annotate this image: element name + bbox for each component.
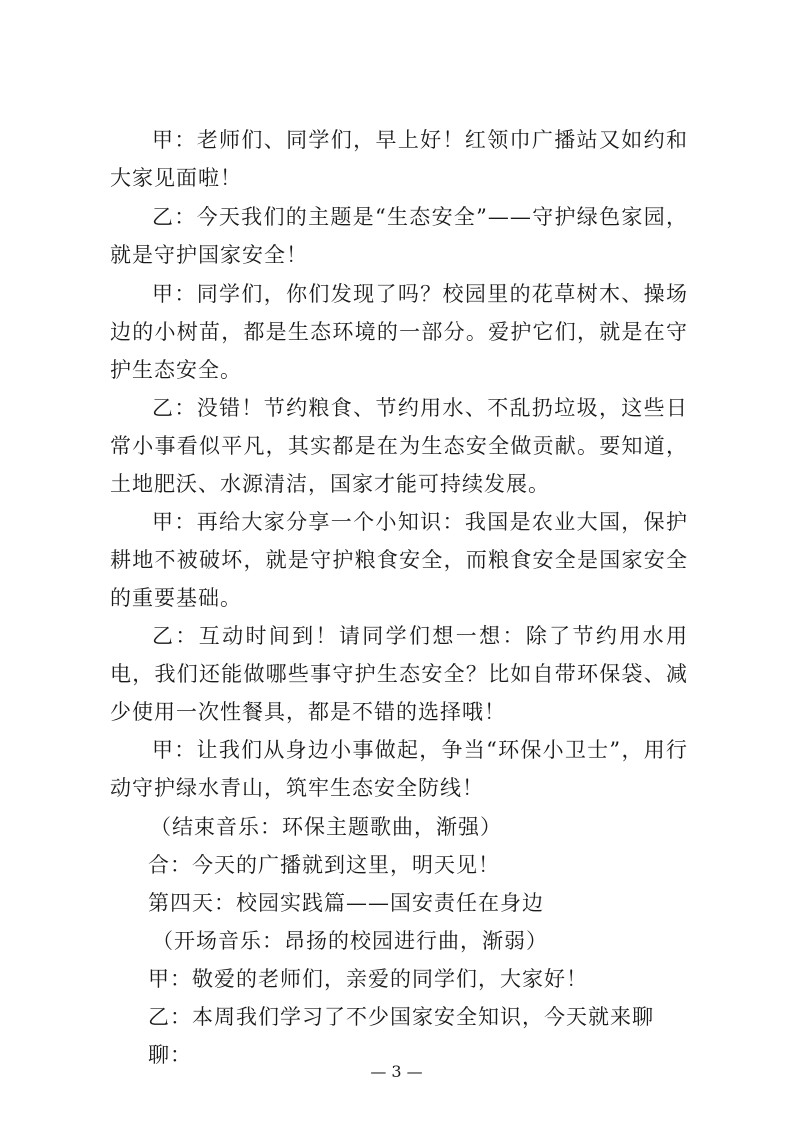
dialogue-paragraph: 乙：互动时间到！请同学们想一想：除了节约用水用电，我们还能做哪些事守护生态安全？比如自带环保袋、减少使用一次性餐具，都是不错的选择哦！ [110,624,688,724]
dialogue-paragraph: 甲：让我们从身边小事做起，争当“环保小卫士”，用行动守护绿水青山，筑牢生态安全防线！ [110,738,688,800]
dialogue-paragraph: 甲：同学们，你们发现了吗？校园里的花草树木、操场边的小树苗，都是生态环境的一部分。爱护它们，就是在守护生态安全。 [110,282,688,382]
dialogue-paragraph: 甲：再给大家分享一个小知识：我国是农业大国，保护耕地不被破坏，就是守护粮食安全，而粮食安全是国家安全的重要基础。 [110,510,688,610]
dialogue-paragraph: 合：今天的广播就到这里，明天见！ [148,853,500,877]
dialogue-paragraph: 乙：本周我们学习了不少国家安全知识，今天就来聊聊： [148,1005,654,1067]
section-heading: 第四天：校园实践篇——国安责任在身边 [148,891,544,915]
stage-direction: （结束音乐：环保主题歌曲，渐强） [150,815,502,839]
dialogue-paragraph: 甲：敬爱的老师们，亲爱的同学们，大家好！ [148,967,588,991]
dialogue-paragraph: 甲：老师们、同学们，早上好！红领巾广播站又如约和大家见面啦！ [110,128,688,190]
stage-direction: （开场音乐：昂扬的校园进行曲，渐弱） [152,929,548,953]
page-number: — 3 — [370,1062,423,1081]
dialogue-paragraph: 乙：没错！节约粮食、节约用水、不乱扔垃圾，这些日常小事看似平凡，其实都是在为生态安全做贡献。要知道，土地肥沃、水源清洁，国家才能可持续发展。 [110,396,688,496]
dialogue-paragraph: 乙：今天我们的主题是“生态安全”——守护绿色家园，就是守护国家安全！ [110,205,688,267]
